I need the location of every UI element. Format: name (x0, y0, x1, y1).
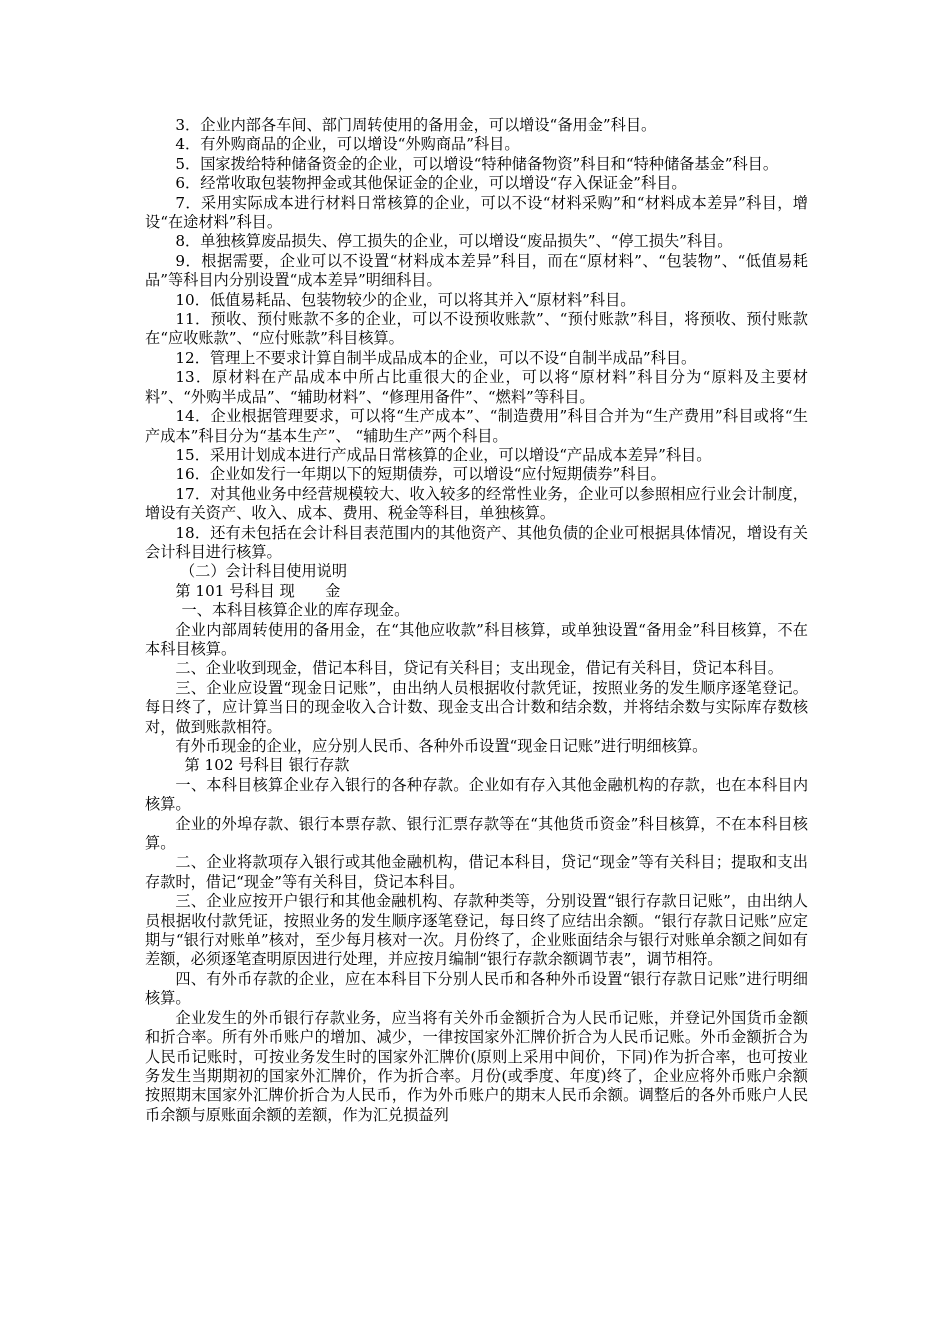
paragraph-item-15: 15．采用计划成本进行产成品日常核算的企业，可以增设“产品成本差异”科目。 (175, 445, 712, 464)
document-page (145, 116, 808, 1125)
account-102-paragraph-1: 一、本科目核算企业存入银行的各种存款。企业如有存入其他金融机构的存款，也在本科目内核算。 (145, 775, 808, 814)
account-102-paragraph-5: 四、有外币存款的企业，应在本科目下分别人民币和各种外币设置“银行存款日记账”进行明细核算。 (145, 969, 808, 1008)
paragraph-item-3: 3．企业内部各车间、部门周转使用的备用金，可以增设“备用金”科目。 (175, 116, 657, 134)
account-102-paragraph-2: 企业的外埠存款、银行本票存款、银行汇票存款等在“其他货币资金”科目核算，不在本科目核算。 (145, 814, 808, 853)
paragraph-item-9: 9．根据需要，企业可以不设置“材料成本差异”科目，而在“原材料”、“包装物”、“低值易耗品”等科目内分别设置“成本差异”明细科目。 (145, 251, 808, 290)
paragraph-item-17: 17．对其他业务中经营规模较大、收入较多的经常性业务，企业可以参照相应行业会计制度，增设有关资产、收入、成本、费用、税金等科目，单独核算。 (145, 484, 808, 523)
paragraph-item-7: 7．采用实际成本进行材料日常核算的企业，可以不设“材料采购”和“材料成本差异”科目，增设“在途材料”科目。 (145, 193, 808, 232)
account-102-paragraph-3: 二、企业将款项存入银行或其他金融机构，借记本科目，贷记“现金”等有关科目；提取和支出存款时，借记“现金”等有关科目，贷记本科目。 (145, 853, 808, 891)
paragraph-item-6: 6．经常收取包装物押金或其他保证金的企业，可以增设“存入保证金”科目。 (175, 174, 687, 193)
paragraph-item-5: 5．国家拨给特种储备资金的企业，可以增设“特种储备物资”科目和“特种储备基金”科目。 (175, 154, 779, 173)
paragraph-item-14: 14．企业根据管理要求，可以将“生产成本”、“制造费用”科目合并为“生产费用”科目或将“生产成本”科目分为“基本生产”、 “辅助生产”两个科目。 (145, 407, 808, 445)
paragraph-item-8: 8．单独核算废品损失、停工损失的企业，可以增设“废品损失”、“停工损失”科目。 (175, 232, 733, 251)
paragraph-item-18: 18．还有未包括在会计科目表范围内的其他资产、其他负债的企业可根据具体情况，增设有关会计科目进行核算。 (145, 523, 808, 561)
section-heading: （二）会计科目使用说明 (179, 562, 348, 581)
paragraph-item-16: 16．企业如发行一年期以下的短期债券，可以增设“应付短期债券”科目。 (175, 465, 666, 484)
account-heading-102: 第 102 号科目 银行存款 (184, 756, 350, 775)
paragraph-item-11: 11．预收、预付账款不多的企业，可以不设预收账款”、“预付账款”科目，将预收、预付账款在“应收账款”、“应付账款”科目核算。 (145, 310, 808, 348)
paragraph-item-4: 4．有外购商品的企业，可以增设“外购商品”科目。 (175, 135, 520, 154)
account-heading-101: 第 101 号科目 现 金 (175, 581, 341, 600)
paragraph-item-13: 13．原材料在产品成本中所占比重很大的企业，可以将“原材料”科目分为“原料及主要材料”、“外购半成品”、“辅助材料”、“修理用备件”、“燃料”等科目。 (145, 368, 808, 406)
paragraph-item-12: 12．管理上不要求计算自制半成品成本的企业，可以不设“自制半成品”科目。 (175, 348, 697, 367)
paragraph-item-10: 10．低值易耗品、包装物较少的企业，可以将其并入“原材料”科目。 (175, 290, 636, 309)
account-101-paragraph-1: 一、本科目核算企业的库存现金。 (181, 601, 410, 620)
account-101-paragraph-3: 二、企业收到现金，借记本科目，贷记有关科目；支出现金，借记有关科目，贷记本科目。 (175, 659, 783, 678)
account-101-paragraph-2: 企业内部周转使用的备用金，在“其他应收款”科目核算，或单独设置“备用金”科目核算，不在本科目核算。 (145, 620, 808, 658)
account-101-paragraph-4: 三、企业应设置“现金日记账”，由出纳人员根据收付款凭证，按照业务的发生顺序逐笔登记。每日终了，应计算当日的现金收入合计数、现金支出合计数和结余数，并将结余数与实际库存数核对，做到账款相符。 (145, 678, 808, 736)
account-102-paragraph-4: 三、企业应按开户银行和其他金融机构、存款种类等，分别设置“银行存款日记账”，由出纳人员根据收付款凭证，按照业务的发生顺序逐笔登记，每日终了应结出余额。“银行存款日记账”应定期与“银行对账单”核对，至少每月核对一次。月份终了，企业账面结余与银行对账单余额之间如有差额，必须逐笔查明原因进行处理，并应按月编制“银行存款余额调节表”，调节相符。 (145, 892, 808, 969)
account-101-paragraph-5: 有外币现金的企业，应分别人民币、各种外币设置“现金日记账”进行明细核算。 (175, 737, 708, 755)
account-102-paragraph-6: 企业发生的外币银行存款业务，应当将有关外币金额折合为人民币记账，并登记外国货币金额和折合率。所有外币账户的增加、减少，一律按国家外汇牌价折合为人民币记账。外币金额折合为人民币记账时，可按业务发生时的国家外汇牌价(原则上采用中间价，下同)作为折合率，也可按业务发生当期期初的国家外汇牌价，作为折合率。月份(或季度、年度)终了，企业应将外币账户余额按照期末国家外汇牌价折合为人民币，作为外币账户的期末人民币余额。调整后的各外币账户人民币余额与原账面余额的差额，作为汇兑损益列 (145, 1008, 808, 1124)
